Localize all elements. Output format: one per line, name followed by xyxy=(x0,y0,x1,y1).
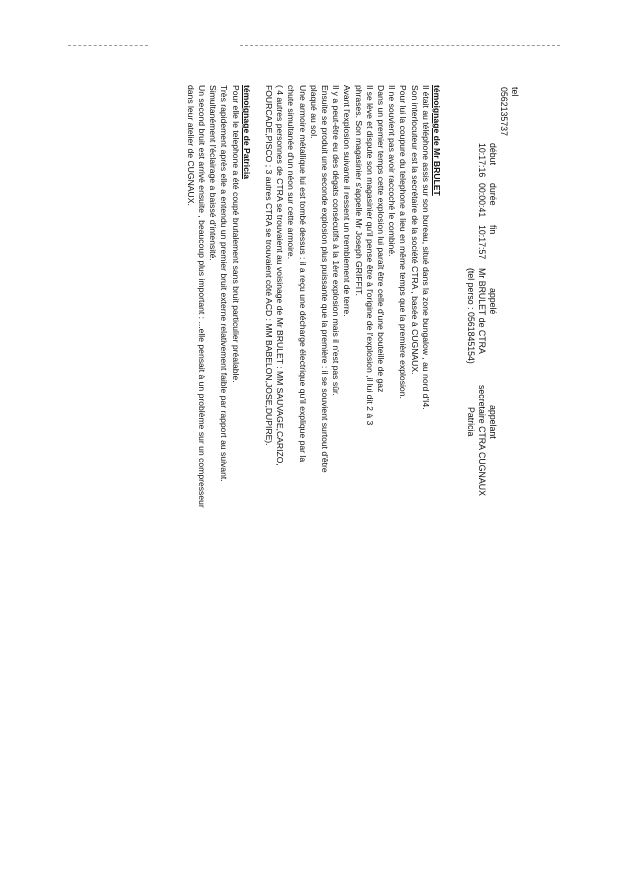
header-appele-extra: (tel perso : 0561845154) xyxy=(466,268,476,364)
testimony-line: Ensuite se produit une seconde explosion plus puissante que la première : il se souvient surtout d'être xyxy=(319,85,330,473)
header-debut-label: début xyxy=(488,143,498,166)
header-debut xyxy=(476,143,498,177)
header-debut-value: 10:17:16 xyxy=(477,143,487,178)
scan-artifact-line-right xyxy=(240,45,560,46)
header-duree-label: durée xyxy=(488,183,498,206)
header-fin-label: fin xyxy=(488,225,498,235)
testimony-line: plaqué au sol. xyxy=(308,85,319,139)
testimony-line: dans leur atelier de CUGNAUX. xyxy=(185,85,196,206)
testimony-line: Il ne souvient pas avoir raccoché le combiné. xyxy=(387,85,398,257)
testimony-line: Il était au téléphone assis sur son bureau, situé dans la zone bungalow , au nord d'I4. xyxy=(420,85,431,410)
header-appelant-extra: Patricia xyxy=(466,407,476,437)
scan-artifact-line-left xyxy=(68,45,148,46)
header-fin xyxy=(476,225,498,259)
section-title: témoignage de Mr BRULET xyxy=(432,85,442,196)
testimony-line: phrases. Son magasinier s'appelle Mr Joseph GRIFFIT. xyxy=(353,85,364,296)
header-duree xyxy=(476,183,498,217)
header-appele-label: appelé xyxy=(488,288,498,315)
header-appelant-label: appelant xyxy=(488,405,498,439)
header-tel-value: 0562135737 xyxy=(499,87,509,136)
header-fin-value: 10:17:57 xyxy=(477,225,487,260)
testimony-line: Il se lève et dispute son magasinier qu'il pense être à l'origine de l'explosion ,il lui dit 2 à 3 xyxy=(364,85,375,426)
testimony-line: Son interlocuteur est la secrétaire de la société CTRA , basée à CUGNAUX. xyxy=(409,85,420,375)
testimony-line: Il y a peut-être eu des dégats consécutifs à la 1ère explosion mais il n'est pas sûr. xyxy=(331,85,342,396)
section-title: témoignage de Patricia xyxy=(241,85,252,180)
testimony-line: Dans un premier temps cette explosion lui paraît être celle d'une bouteille de gaz xyxy=(375,85,386,393)
header-appelant xyxy=(465,385,498,496)
header-tel-label: tel xyxy=(510,87,520,97)
testimony-line: Pour elle le telephone a été coupé brutalement sans bruit particulier préalable. xyxy=(230,85,241,383)
header-appele-value: Mr BRULET de CTRA xyxy=(477,268,487,354)
header-appele xyxy=(465,268,498,364)
testimony-brulet xyxy=(263,85,442,645)
testimony-line: Pour lui la coupure du telephone a lieu en même temps que la première explosion. xyxy=(398,85,409,399)
testimony-line: Très rapidement après elle a entendu un premier bruit externe relativement faible par rapport au suivant. xyxy=(219,85,230,482)
testimony-line: Avant l'explosion suivante il ressent un tremblement de terre. xyxy=(342,85,353,317)
header-duree-value: 00:00:41 xyxy=(477,183,487,218)
testimony-line: Simultanément l'éclairage a baissé d'intensité. xyxy=(208,85,219,261)
testimony-line: ( 4 autres personnes de CTRA se trouvaient au voisinage de Mr BRULET : MM SAUVAGE,CARIZO, xyxy=(275,85,286,466)
rotated-document xyxy=(180,85,520,645)
testimony-patricia xyxy=(185,85,252,645)
testimony-line: Une armoire métallique lui est tombé dessus : il a reçu une décharge électrique qu'il explique par la xyxy=(297,85,308,463)
testimony-line: FOURCADE,PISCO ; 3 autres CTRA se trouvaient côté ACD : MM BABELON,JOSE,DUPIRE). xyxy=(263,85,274,446)
testimony-line: Un second bruit est arrivé ensuite , beaucoup plus important : ...elle pensait à un problème sur un compresseur xyxy=(196,85,207,508)
testimony-line: chute simultanée d'un néon sur cette armoire. xyxy=(286,85,297,260)
header-appelant-value: secretaire CTRA CUGNAUX xyxy=(477,385,487,496)
testimony-body xyxy=(174,85,442,645)
header-tel xyxy=(498,87,520,136)
